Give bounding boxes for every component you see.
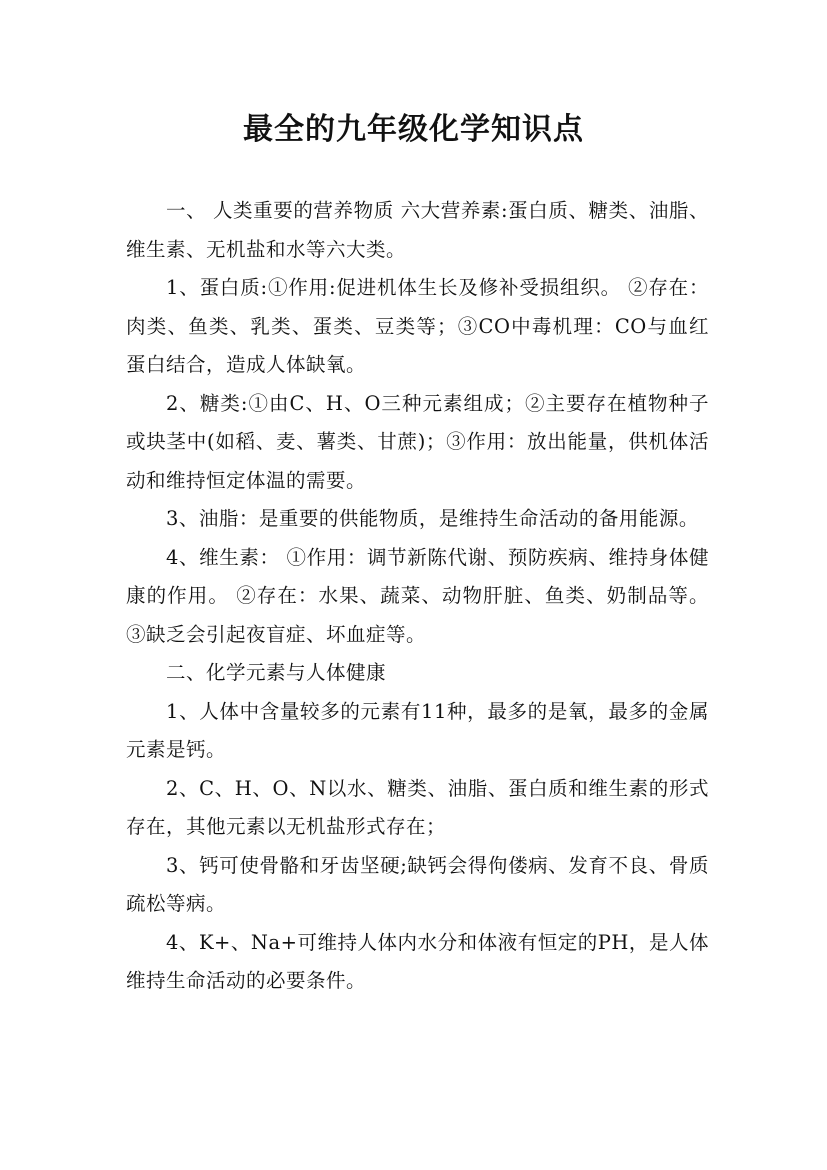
paragraph-vitamins: 4、维生素： ①作用：调节新陈代谢、预防疾病、维持身体健康的作用。 ②存在：水果、蔬菜、动物肝脏、鱼类、奶制品等。 ③缺乏会引起夜盲症、坏血症等。 <box>126 545 709 646</box>
paragraph-element-count: 1、人体中含量较多的元素有11种，最多的是氧，最多的金属元素是钙。 <box>126 699 709 761</box>
paragraph-calcium: 3、钙可使骨骼和牙齿坚硬;缺钙会得佝偻病、发育不良、骨质疏松等病。 <box>126 853 709 915</box>
paragraph-sugars: 2、糖类:①由C、H、O三种元素组成；②主要存在植物种子或块茎中(如稻、麦、薯类、甘蔗)；③作用：放出能量，供机体活动和维持恒定体温的需要。 <box>126 391 709 492</box>
paragraph-section-1-intro: 一、 人类重要的营养物质 六大营养素:蛋白质、糖类、油脂、维生素、无机盐和水等六大类。 <box>126 199 709 261</box>
paragraph-element-forms: 2、C、H、O、N以水、糖类、油脂、蛋白质和维生素的形式存在，其他元素以无机盐形式存在； <box>126 776 709 838</box>
paragraph-fats: 3、油脂：是重要的供能物质，是维持生命活动的备用能源。 <box>166 507 699 530</box>
document-title: 最全的九年级化学知识点 <box>243 112 584 147</box>
paragraph-potassium-sodium: 4、K+、Na+可维持人体内水分和体液有恒定的PH，是人体维持生命活动的必要条件。 <box>126 930 709 992</box>
paragraph-protein: 1、蛋白质:①作用:促进机体生长及修补受损组织。 ②存在：肉类、鱼类、乳类、蛋类、豆类等；③CO中毒机理：CO与血红蛋白结合，造成人体缺氧。 <box>126 276 709 376</box>
section-heading-elements-health: 二、化学元素与人体健康 <box>166 661 387 684</box>
document-body <box>126 192 709 1001</box>
